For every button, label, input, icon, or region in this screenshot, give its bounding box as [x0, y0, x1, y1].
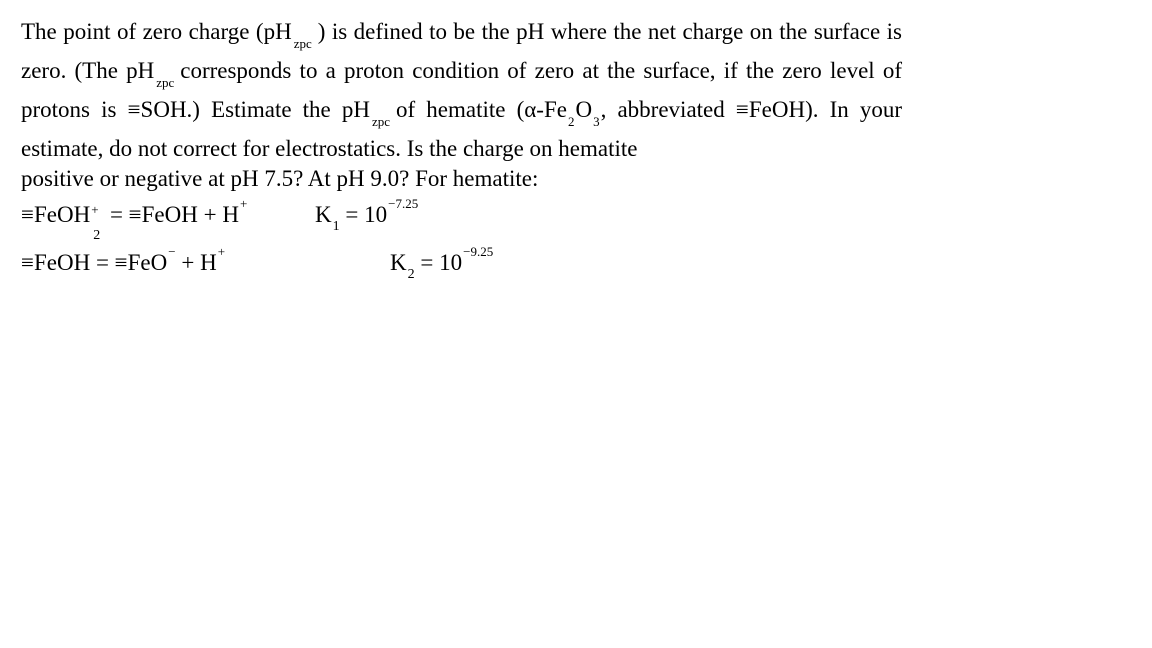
line-1	[21, 19, 814, 51]
line-4: ≡FeOH). In your estimate, do not correct for electrostatics. Is the charge on hematite	[21, 97, 903, 161]
equation-1-lhs-charge: +	[91, 202, 99, 217]
subscript-3: 3	[593, 114, 600, 129]
text-segment: surface is zero. (The pH	[21, 19, 903, 83]
equation-2-k-subscript: 2	[407, 267, 415, 282]
equation-1-species	[21, 196, 248, 243]
subscript-zpc: zpc	[293, 36, 312, 51]
equation-1-k-equals: = 10	[345, 202, 388, 227]
equation-2-species	[21, 244, 226, 276]
equation-2-rhs: + H	[181, 250, 217, 275]
equation-1-lhs: ≡FeOH	[21, 202, 91, 227]
text-segment: O	[575, 97, 593, 122]
problem-statement	[21, 12, 902, 298]
subscript-2: 2	[567, 114, 575, 129]
equation-1	[21, 196, 902, 250]
equation-2-lhs-charge: −	[168, 244, 176, 259]
text-segment: , abbreviated	[600, 97, 725, 122]
equation-2-constant	[390, 244, 494, 282]
text-segment: corresponds to a proton condition of zero at the surface, if the	[180, 58, 775, 83]
equation-1-rhs: = ≡FeOH + H	[109, 202, 239, 227]
equation-2-k-label: K	[390, 250, 407, 275]
equation-2	[21, 244, 902, 298]
equation-1-k-label: K	[315, 202, 332, 227]
problem-paragraph	[21, 12, 902, 194]
equation-2-k-exponent: −9.25	[463, 244, 494, 259]
subscript-zpc: zpc	[156, 75, 175, 90]
equation-1-constant	[315, 196, 419, 234]
equation-1-lhs-subscript: 2	[93, 228, 101, 243]
equation-2-lhs: ≡FeOH = ≡FeO	[21, 250, 168, 275]
equation-2-k-equals: = 10	[420, 250, 463, 275]
equation-1-rhs-charge: +	[239, 196, 248, 211]
subscript-zpc: zpc	[371, 114, 391, 129]
equation-1-k-exponent: −7.25	[388, 196, 419, 211]
equation-2-rhs-charge: +	[217, 244, 226, 259]
equation-1-k-subscript: 1	[332, 219, 340, 234]
text-segment: ) is defined to be the pH where the net charge on the	[317, 19, 808, 44]
text-segment: zero level of protons is ≡SOH.) Estimate the pH	[21, 58, 903, 122]
line-5: positive or negative at pH 7.5? At pH 9.0? For hematite:	[21, 166, 539, 191]
text-segment: The point of zero charge (pH	[21, 19, 292, 44]
text-segment: of hematite (α-Fe	[396, 97, 567, 122]
